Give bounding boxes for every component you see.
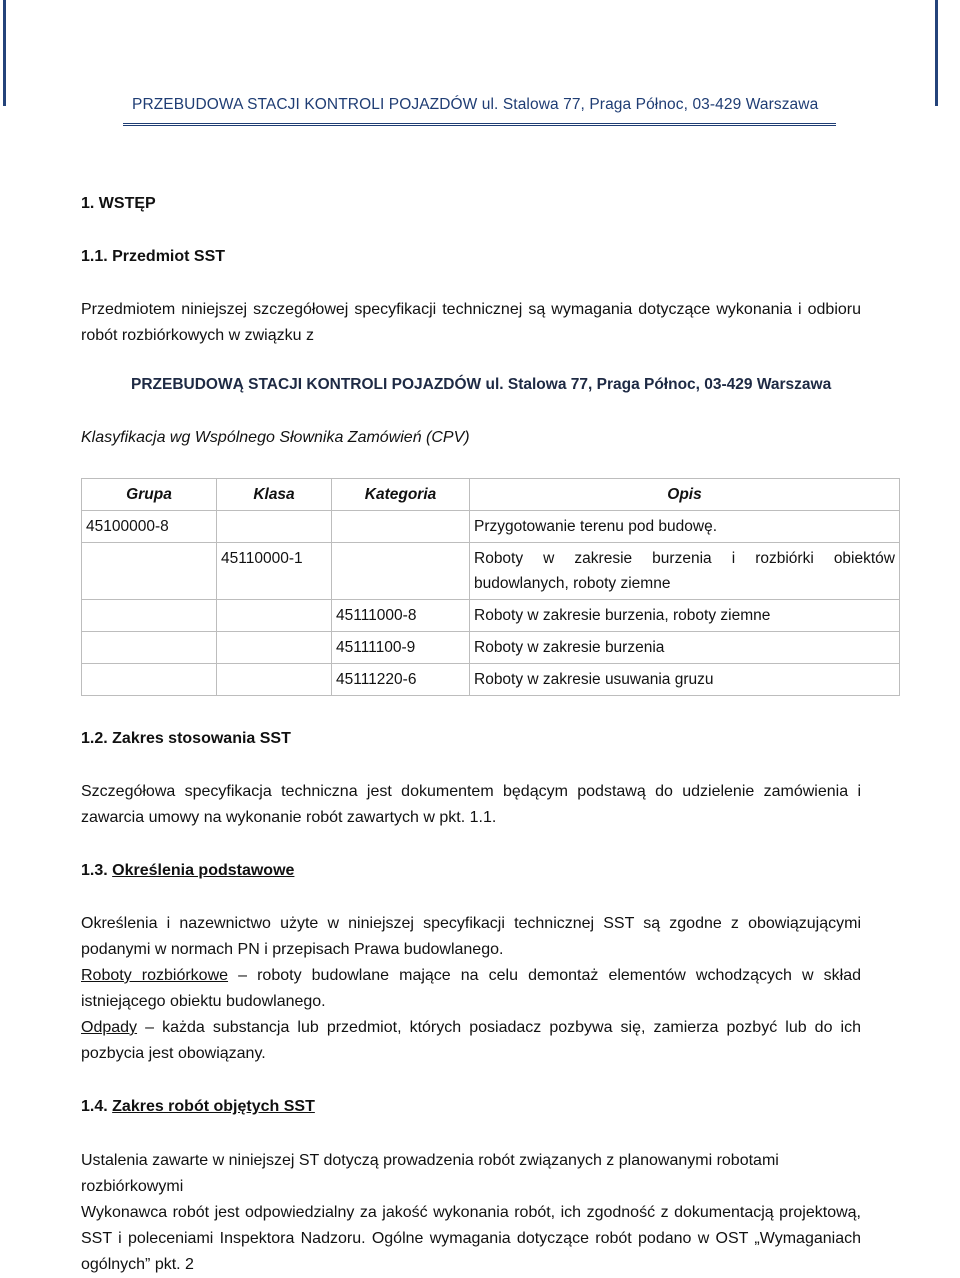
- section-number: 1.4.: [81, 1098, 108, 1115]
- cell-class: [217, 632, 332, 664]
- section-1-4-title: [81, 1094, 861, 1120]
- cell-desc: Roboty w zakresie burzenia: [470, 632, 900, 664]
- cell-category: 45111100-9: [332, 632, 470, 664]
- cell-desc: Roboty w zakresie burzenia, roboty ziemne: [470, 600, 900, 632]
- project-name: PRZEBUDOWĄ STACJI KONTROLI POJAZDÓW ul. Stalowa 77, Praga Północ, 03-429 Warszawa: [131, 376, 832, 393]
- section-title: Określenia podstawowe: [112, 862, 295, 879]
- cell-desc: Przygotowanie terenu pod budowę.: [470, 511, 900, 543]
- col-header-class: Klasa: [217, 479, 332, 511]
- section-number: 1.2.: [81, 730, 108, 747]
- section-1-3-title: [81, 858, 861, 884]
- section-1-2-title: [81, 726, 861, 752]
- cpv-caption: Klasyfikacja wg Wspólnego Słownika Zamówień (CPV): [81, 429, 470, 446]
- section-number: 1.3.: [81, 862, 108, 879]
- section-1-1-text: Przedmiotem niniejszej szczegółowej specyfikacji technicznej są wymagania dotyczące wykonania i odbioru robót rozbiórkowych w związku z: [81, 301, 861, 344]
- section-1-2-text: Szczegółowa specyfikacja techniczna jest dokumentem będącym podstawą do udzielenie zamówienia i zawarcia umowy na wykonanie robót zawartych w pkt. 1.1.: [81, 783, 861, 826]
- cell-group: [82, 632, 217, 664]
- definition-text: – każda substancja lub przedmiot, których posiadacz pozbywa się, zamierza pozbyć lub do ich pozbycia jest obowiązany.: [81, 1019, 861, 1062]
- cell-desc: Roboty w zakresie usuwania gruzu: [470, 664, 900, 696]
- definition-roboty: [81, 963, 861, 1015]
- cell-group: [82, 600, 217, 632]
- section-1-title: 1. WSTĘP: [81, 195, 156, 212]
- table-row: [82, 664, 900, 696]
- running-header: PRZEBUDOWA STACJI KONTROLI POJAZDÓW ul. Stalowa 77, Praga Północ, 03-429 Warszawa: [132, 96, 819, 113]
- cpv-table-header: [82, 479, 900, 511]
- cell-group: [82, 543, 217, 600]
- col-header-desc: Opis: [470, 479, 900, 511]
- definition-term: Roboty rozbiórkowe: [81, 967, 229, 984]
- cell-desc: Roboty w zakresie burzenia i rozbiórki obiektów budowlanych, roboty ziemne: [470, 543, 900, 600]
- header-right-bar: [935, 0, 938, 106]
- table-row: [82, 543, 900, 600]
- definition-text: – roboty budowlane mające na celu demontaż elementów wchodzących w skład istniejącego obiektu budowlanego.: [81, 967, 862, 1010]
- table-row: [82, 632, 900, 664]
- col-header-group: Grupa: [82, 479, 217, 511]
- section-title: Zakres stosowania SST: [112, 730, 291, 747]
- header-left-bar: [3, 0, 6, 106]
- cell-category: 45111220-6: [332, 664, 470, 696]
- cell-class: [217, 600, 332, 632]
- definition-odpady: [81, 1015, 861, 1067]
- definition-term: Odpady: [81, 1019, 138, 1036]
- section-title: Zakres robót objętych SST: [112, 1098, 315, 1115]
- section-1-3-text: Określenia i nazewnictwo użyte w niniejszej specyfikacji technicznej SST są zgodne z obowiązującymi podanymi w normach PN i przepisach Prawa budowlanego.: [81, 915, 861, 958]
- section-1-1-title: 1.1. Przedmiot SST: [81, 248, 226, 265]
- header-rule: [123, 123, 836, 126]
- table-row: [82, 600, 900, 632]
- cpv-table: [81, 478, 900, 696]
- table-row: [82, 511, 900, 543]
- cell-category: [332, 543, 470, 600]
- cell-class: [217, 511, 332, 543]
- cell-group: [82, 664, 217, 696]
- cell-class: [217, 664, 332, 696]
- col-header-category: Kategoria: [332, 479, 470, 511]
- cell-group: 45100000-8: [82, 511, 217, 543]
- cell-category: [332, 511, 470, 543]
- section-1-4-text: Ustalenia zawarte w niniejszej ST dotyczą prowadzenia robót związanych z planowanymi robotami rozbiórkowymi: [81, 1152, 779, 1195]
- cell-category: 45111000-8: [332, 600, 470, 632]
- cell-class: 45110000-1: [217, 543, 332, 600]
- section-1-4-text-2: Wykonawca robót jest odpowiedzialny za jakość wykonania robót, ich zgodność z dokumentacją projektową, SST i poleceniami Inspektora Nadzoru. Ogólne wymagania dotyczące robót podano w OST „Wymaganiach ogólnych” pkt. 2: [81, 1204, 861, 1273]
